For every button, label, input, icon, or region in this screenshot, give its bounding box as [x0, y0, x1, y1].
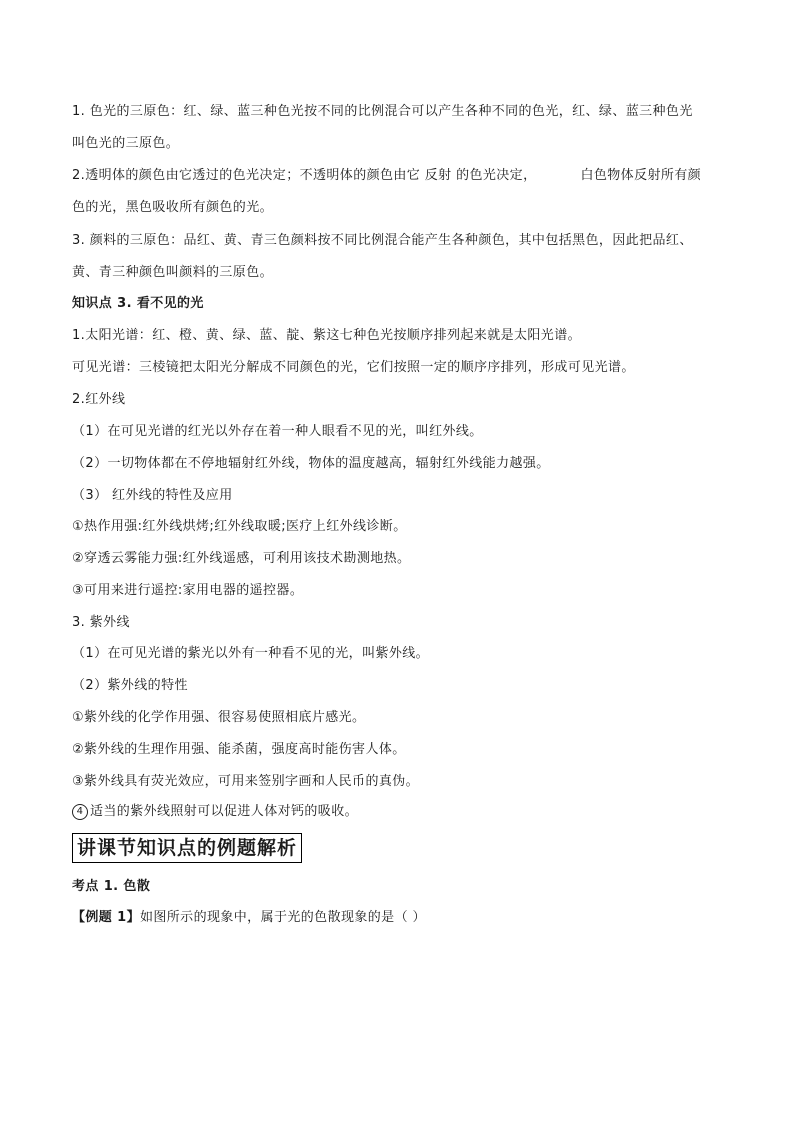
- paragraph-3-line-1: 3. 颜料的三原色：品红、黄、青三色颜料按不同比例混合能产生各种颜色，其中包括黑色，因此把品红、: [72, 233, 693, 248]
- ultraviolet-property-3: ③紫外线具有荧光效应，可用来签别字画和人民币的真伪。: [72, 774, 420, 789]
- infrared-heading: 2.红外线: [72, 392, 126, 407]
- infrared-property-3: ③可用来进行遥控:家用电器的遥控器。: [72, 583, 304, 598]
- paragraph-1-line-2: 叫色光的三原色。: [72, 136, 180, 151]
- ultraviolet-item-1: （1）在可见光谱的紫光以外有一种看不见的光，叫紫外线。: [72, 646, 430, 661]
- visible-spectrum-line: 可见光谱：三棱镜把太阳光分解成不同颜色的光，它们按照一定的顺序序排列，形成可见光谱。: [72, 360, 635, 375]
- ultraviolet-heading: 3. 紫外线: [72, 615, 130, 630]
- knowledge-point-3-heading: 知识点 3. 看不见的光: [72, 296, 204, 311]
- example-1: [72, 909, 426, 927]
- paragraph-2-line-2: 色的光，黑色吸收所有颜色的光。: [72, 200, 274, 215]
- ultraviolet-property-2: ②紫外线的生理作用强、能杀菌，强度高时能伤害人体。: [72, 742, 406, 757]
- paragraph-3-line-2: 黄、青三种颜色叫颜料的三原色。: [72, 265, 274, 280]
- infrared-item-1: （1）在可见光谱的红光以外存在着一种人眼看不见的光，叫红外线。: [72, 424, 483, 439]
- paragraph-2-line-1: [72, 167, 701, 185]
- circled-number-4: 4: [72, 804, 88, 820]
- infrared-property-1: ①热作用强:红外线烘烤;红外线取暖;医疗上红外线诊断。: [72, 519, 407, 534]
- example-label: 【例题 1】: [72, 910, 140, 925]
- solar-spectrum-line: 1.太阳光谱：红、橙、黄、绿、蓝、靛、紫这七种色光按顺序排列起来就是太阳光谱。: [72, 328, 582, 343]
- section-title-box: 讲课节知识点的例题解析: [72, 833, 302, 863]
- paragraph-2-part-2: 白色物体反射所有颜: [580, 168, 702, 183]
- paragraph-1-line-1: 1. 色光的三原色：红、绿、蓝三种色光按不同的比例混合可以产生各种不同的色光，红、绿、蓝三种色光: [72, 104, 693, 119]
- ultraviolet-property-1: ①紫外线的化学作用强、很容易使照相底片感光。: [72, 710, 366, 725]
- paragraph-2-part-1: 2.透明体的颜色由它透过的色光决定；不透明体的颜色由它 反射 的色光决定，: [72, 168, 537, 183]
- infrared-item-2: （2）一切物体都在不停地辐射红外线，物体的温度越高，辐射红外线能力越强。: [72, 456, 550, 471]
- test-point-1-heading: 考点 1. 色散: [72, 879, 151, 894]
- ultraviolet-property-4: [72, 803, 358, 821]
- infrared-item-3: （3） 红外线的特性及应用: [72, 488, 233, 503]
- ultraviolet-item-2: （2）紫外线的特性: [72, 678, 188, 693]
- example-question: 如图所示的现象中，属于光的色散现象的是（ ）: [139, 910, 426, 925]
- ultraviolet-property-4-text: 适当的紫外线照射可以促进人体对钙的吸收。: [90, 804, 359, 819]
- infrared-property-2: ②穿透云雾能力强:红外线遥感，可利用该技术勘测地热。: [72, 551, 411, 566]
